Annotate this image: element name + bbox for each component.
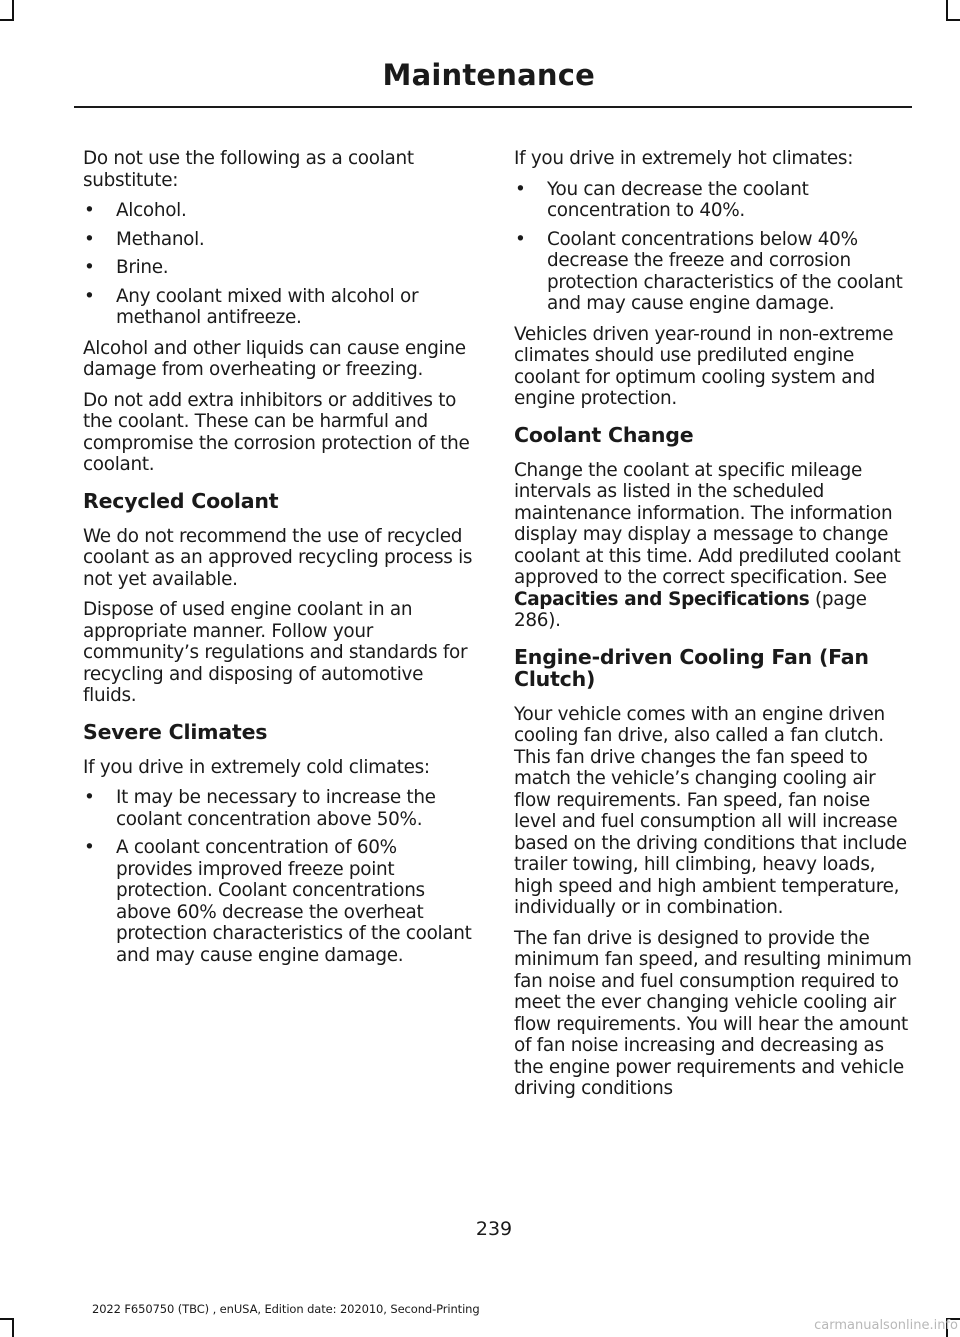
cooling-fan-paragraph: Your vehicle comes with an engine driven cooling fan drive, also called a fan clutch. This fan drive changes the fan speed to match the vehicle’s changing cooling air flow requirements. Fan speed, fan noise level and fuel consumption all will increase based on the driving conditions that include trailer towing, hill climbing, heavy loads, high speed and high ambient temperature, individually or in combination. bbox=[514, 703, 907, 918]
hot-climates-list bbox=[514, 179, 912, 315]
edition-footer: 2022 F650750 (TBC) , enUSA, Edition date: 202010, Second-Printing bbox=[92, 1302, 480, 1316]
right-column bbox=[514, 148, 912, 1109]
crop-mark-top-left-v bbox=[12, 0, 14, 20]
engine-damage-paragraph: Alcohol and other liquids can cause engine damage from overheating or freezing. bbox=[83, 337, 466, 380]
cold-climates-list bbox=[83, 787, 478, 966]
bullet-glyph: • bbox=[84, 285, 95, 307]
crop-mark-bottom-left-v bbox=[12, 1318, 14, 1337]
crop-mark-top-right-v bbox=[946, 0, 948, 20]
coolant-change-heading: Coolant Change bbox=[514, 422, 694, 447]
list-item: • You can decrease the coolant concentration to 40%. bbox=[515, 178, 809, 221]
coolant-substitute-intro: Do not use the following as a coolant substitute: bbox=[83, 148, 414, 191]
recycled-coolant-paragraph: We do not recommend the use of recycled coolant as an approved recycling process is not yet available. bbox=[83, 525, 473, 590]
coolant-change-paragraph: Change the coolant at specific mileage intervals as listed in the scheduled maintenance information. The information display may display a message to change coolant at this time. Add prediluted coolant approved to the correct specification. See Capacities and Specifications (page 286). bbox=[514, 459, 901, 631]
crop-mark-bottom-left-h bbox=[0, 1318, 14, 1320]
bullet-glyph: • bbox=[84, 837, 95, 858]
cooling-fan-heading: Engine-driven Cooling Fan (Fan Clutch) bbox=[514, 644, 869, 691]
list-item: • It may be necessary to increase the coolant concentration above 50%. bbox=[84, 787, 436, 830]
recycled-coolant-heading: Recycled Coolant bbox=[83, 488, 279, 513]
list-item: • Any coolant mixed with alcohol or methanol antifreeze. bbox=[84, 285, 419, 328]
page-number: 239 bbox=[475, 1218, 513, 1240]
list-item: • Methanol. bbox=[84, 228, 205, 250]
list-item: • A coolant concentration of 60% provides improved freeze point protection. Coolant concentrations above 60% decrease the overheat protection characteristics of the coolant and may cause engine damage. bbox=[84, 837, 472, 966]
additives-paragraph: Do not add extra inhibitors or additives to the coolant. These can be harmful and compromise the corrosion protection of the coolant. bbox=[83, 389, 470, 475]
list-item: • Brine. bbox=[84, 257, 169, 278]
bullet-glyph: • bbox=[515, 178, 526, 200]
bullet-glyph: • bbox=[515, 228, 526, 250]
fan-drive-paragraph: The fan drive is designed to provide the minimum fan speed, and resulting minimum fan noise and fuel consumption required to meet the ever changing vehicle cooling air flow requirements. You will hear the amount of fan noise increasing and decreasing as the engine power requirements and vehicle driving conditions bbox=[514, 927, 912, 1099]
page-title: Maintenance bbox=[382, 58, 595, 92]
header-divider bbox=[74, 106, 912, 108]
crop-mark-top-left-h bbox=[0, 19, 14, 21]
bullet-glyph: • bbox=[84, 787, 95, 808]
capacities-specifications-link[interactable]: Capacities and Specifications bbox=[514, 588, 810, 610]
watermark: carmanualsonline.info bbox=[814, 1318, 958, 1333]
bullet-glyph: • bbox=[84, 200, 95, 221]
list-item: • Coolant concentrations below 40% decrease the freeze and corrosion protection characteristics of the coolant and may cause engine damage. bbox=[515, 228, 903, 314]
year-round-paragraph: Vehicles driven year-round in non-extreme climates should use prediluted engine coolant for optimum cooling system and engine protection. bbox=[514, 323, 894, 409]
crop-mark-top-right-h bbox=[946, 19, 960, 21]
bullet-glyph: • bbox=[84, 228, 95, 250]
bullet-glyph: • bbox=[84, 257, 95, 278]
hot-climates-intro: If you drive in extremely hot climates: bbox=[514, 148, 854, 169]
cold-climates-intro: If you drive in extremely cold climates: bbox=[83, 756, 430, 778]
substitute-list bbox=[83, 200, 478, 329]
dispose-paragraph: Dispose of used engine coolant in an appropriate manner. Follow your community’s regulations and standards for recycling and disposing of automotive fluids. bbox=[83, 599, 468, 706]
left-column bbox=[83, 148, 478, 975]
severe-climates-heading: Severe Climates bbox=[83, 719, 268, 744]
list-item: • Alcohol. bbox=[84, 200, 187, 221]
